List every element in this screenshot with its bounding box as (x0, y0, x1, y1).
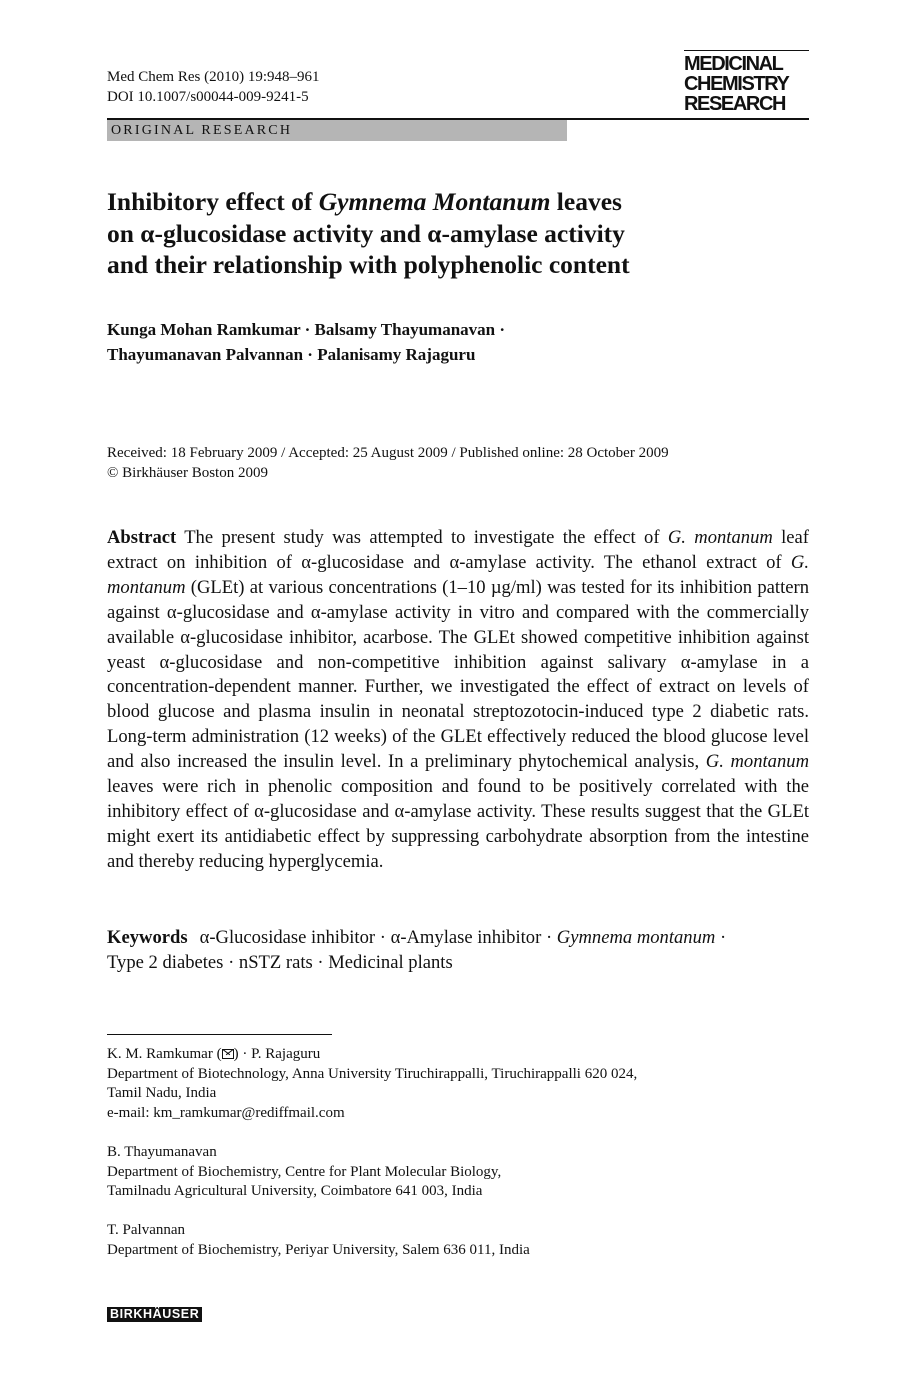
keywords-line-2: Type 2 diabetes · nSTZ rats · Medicinal plants (107, 952, 453, 973)
envelope-icon (222, 1049, 234, 1059)
affiliation-names: T. Palvannan (107, 1222, 186, 1239)
journal-logo-line: CHEMISTRY (684, 73, 789, 95)
abstract-text: The present study was attempted to investigate the effect of (184, 527, 668, 548)
affiliation-block (107, 1221, 807, 1260)
abstract-species: G. montanum (107, 551, 809, 598)
abstract-text: leaf extract on inhibition of α-glucosidase and α-amylase activity. The ethanol extract of (107, 527, 809, 573)
doi-line: DOI 10.1007/s00044-009-9241-5 (107, 89, 309, 105)
keyword-text: α-Glucosidase inhibitor · α-Amylase inhibitor · (199, 927, 557, 948)
author-name: ) · P. Rajaguru (233, 1046, 321, 1062)
journal-logo-line: RESEARCH (684, 93, 786, 115)
abstract-species: G. montanum (705, 751, 809, 773)
affiliation-line: Department of Biochemistry, Periyar University, Salem 636 011, India (107, 1241, 530, 1258)
affiliations (107, 1045, 807, 1280)
title-species: Gymnema Montanum (318, 187, 551, 216)
keywords-line-1 (107, 925, 809, 950)
email-line: e-mail: km_ramkumar@rediffmail.com (107, 1104, 345, 1121)
title-line-3: and their relationship with polyphenolic content (107, 250, 630, 279)
abstract-species: G. montanum (667, 527, 773, 548)
title-line-1 (107, 186, 707, 218)
paper-title (107, 186, 707, 281)
affiliation-block (107, 1045, 807, 1123)
keyword-species: Gymnema montanum (556, 927, 716, 948)
keyword-text: · (715, 927, 727, 948)
affiliation-names: B. Thayumanavan (107, 1143, 217, 1160)
authors-line-1: Kunga Mohan Ramkumar · Balsamy Thayumanavan · (107, 320, 506, 339)
journal-logo (684, 50, 809, 114)
journal-logo-line: MEDICINAL (684, 53, 783, 75)
publication-dates (107, 443, 669, 483)
affiliation-line: Department of Biotechnology, Anna University Tiruchirappalli, Tiruchirappalli 620 024, (107, 1065, 638, 1082)
affiliation-names (107, 1045, 807, 1065)
abstract-text: (GLEt) at various concentrations (1–10 µg/ml) was tested for its inhibition pattern against α-glucosidase and α-amylase activity in vitro and compared with the commercially available α-glucosidase inhibitor, acarbose. The GLEt showed competitive inhibition against yeast α-glucosidase and non-competitive inhibition against salivary α-amylase in a concentration-dependent manner. Further, we investigated the effect of extract on levels of blood glucose and plasma insulin in neonatal streptozotocin-induced type 2 diabetic rats. Long-term administration (12 weeks) of the GLEt effectively reduced the blood glucose level and also increased the insulin level. In a preliminary phytochemical analysis, (107, 576, 809, 773)
citation-line: Med Chem Res (2010) 19:948–961 (107, 69, 320, 85)
affiliation-line: Tamil Nadu, India (107, 1085, 217, 1102)
title-text: Inhibitory effect of (107, 187, 319, 216)
keywords-heading: Keywords (107, 927, 188, 948)
title-text: leaves (550, 187, 622, 216)
abstract-text: leaves were rich in phenolic composition and found to be positively correlated with the inhibitory effect of α-glucosidase and α-amylase activity. These results suggest that the GLEt might exert its antidiabetic effect by suppressing carbohydrate absorption from the intestine and thereby reducing hyperglycemia. (107, 776, 809, 872)
abstract-heading: Abstract (107, 527, 177, 548)
keywords (107, 925, 809, 975)
author-list (107, 317, 747, 367)
authors-line-2: Thayumanavan Palvannan · Palanisamy Rajaguru (107, 345, 476, 364)
affiliation-block (107, 1143, 807, 1202)
copyright: © Birkhäuser Boston 2009 (107, 465, 268, 481)
abstract (107, 526, 809, 875)
section-label: ORIGINAL RESEARCH (107, 120, 567, 141)
affiliation-line: Tamilnadu Agricultural University, Coimbatore 641 003, India (107, 1183, 483, 1200)
date-history: Received: 18 February 2009 / Accepted: 25 August 2009 / Published online: 28 October 2009 (107, 445, 669, 461)
citation (107, 67, 319, 107)
footnote-rule (107, 1034, 332, 1035)
author-name: K. M. Ramkumar ( (107, 1046, 222, 1062)
affiliation-line: Department of Biochemistry, Centre for Plant Molecular Biology, (107, 1163, 502, 1180)
publisher-logo: BIRKHÄUSER (107, 1307, 202, 1322)
title-line-2: on α-glucosidase activity and α-amylase activity (107, 218, 625, 248)
